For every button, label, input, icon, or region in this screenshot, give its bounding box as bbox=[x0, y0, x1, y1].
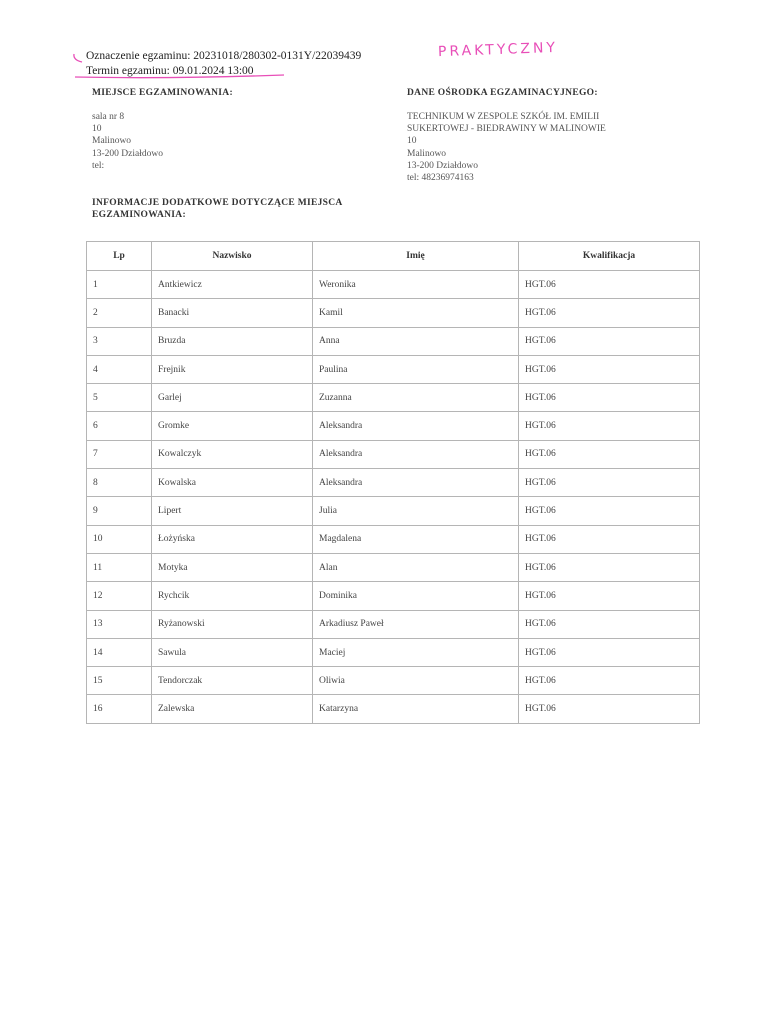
address-line: TECHNIKUM W ZESPOLE SZKÓŁ IM. EMILII bbox=[407, 112, 600, 122]
cell-lp: 6 bbox=[87, 412, 152, 440]
cell-qualification: HGT.06 bbox=[519, 469, 700, 497]
cell-surname: Bruzda bbox=[152, 327, 313, 355]
exam-place-address bbox=[92, 111, 163, 172]
cell-lp: 5 bbox=[87, 384, 152, 412]
cell-first-name: Oliwia bbox=[313, 667, 519, 695]
address-line: 10 bbox=[92, 124, 102, 135]
cell-first-name: Aleksandra bbox=[313, 469, 519, 497]
cell-qualification: HGT.06 bbox=[519, 610, 700, 638]
table-row bbox=[87, 440, 700, 468]
cell-first-name: Dominika bbox=[313, 582, 519, 610]
cell-first-name: Weronika bbox=[313, 271, 519, 299]
cell-first-name: Maciej bbox=[313, 638, 519, 666]
cell-first-name: Julia bbox=[313, 497, 519, 525]
cell-lp: 10 bbox=[87, 525, 152, 553]
table-row bbox=[87, 355, 700, 383]
exam-center-address bbox=[407, 111, 606, 184]
cell-qualification: HGT.06 bbox=[519, 327, 700, 355]
cell-qualification: HGT.06 bbox=[519, 271, 700, 299]
address-line: Malinowo bbox=[407, 148, 447, 159]
address-line: sala nr 8 bbox=[92, 112, 125, 122]
cell-first-name: Kamil bbox=[313, 299, 519, 327]
address-line: 10 bbox=[407, 136, 417, 147]
cell-qualification: HGT.06 bbox=[519, 695, 700, 723]
handwritten-note: PRAKTYCZNY bbox=[437, 39, 559, 61]
exam-center-heading: DANE OŚRODKA EGZAMINACYJNEGO: bbox=[407, 88, 598, 98]
cell-qualification: HGT.06 bbox=[519, 497, 700, 525]
address-line: tel: bbox=[92, 160, 105, 171]
address-line: SUKERTOWEJ - BIEDRAWINY W MALINOWIE bbox=[407, 124, 606, 135]
table-row bbox=[87, 327, 700, 355]
cell-lp: 3 bbox=[87, 327, 152, 355]
cell-surname: Gromke bbox=[152, 412, 313, 440]
cell-surname: Ryżanowski bbox=[152, 610, 313, 638]
cell-lp: 14 bbox=[87, 638, 152, 666]
cell-qualification: HGT.06 bbox=[519, 412, 700, 440]
table-row bbox=[87, 497, 700, 525]
cell-surname: Rychcik bbox=[152, 582, 313, 610]
cell-first-name: Arkadiusz Paweł bbox=[313, 610, 519, 638]
header-first-name: Imię bbox=[313, 242, 519, 271]
cell-first-name: Anna bbox=[313, 327, 519, 355]
cell-qualification: HGT.06 bbox=[519, 440, 700, 468]
cell-first-name: Aleksandra bbox=[313, 440, 519, 468]
cell-surname: Antkiewicz bbox=[152, 271, 313, 299]
cell-surname: Sawula bbox=[152, 638, 313, 666]
table-row bbox=[87, 695, 700, 723]
header-lp: Lp bbox=[87, 242, 152, 271]
table-row bbox=[87, 610, 700, 638]
cell-surname: Frejnik bbox=[152, 355, 313, 383]
cell-first-name: Magdalena bbox=[313, 525, 519, 553]
cell-first-name: Zuzanna bbox=[313, 384, 519, 412]
cell-first-name: Paulina bbox=[313, 355, 519, 383]
table-row bbox=[87, 412, 700, 440]
students-table bbox=[86, 241, 700, 724]
table-row bbox=[87, 469, 700, 497]
cell-lp: 1 bbox=[87, 271, 152, 299]
table-row bbox=[87, 299, 700, 327]
exam-date: Termin egzaminu: 09.01.2024 13:00 bbox=[86, 65, 254, 77]
cell-qualification: HGT.06 bbox=[519, 525, 700, 553]
address-line: tel: 48236974163 bbox=[407, 173, 474, 184]
cell-qualification: HGT.06 bbox=[519, 582, 700, 610]
table-row bbox=[87, 384, 700, 412]
cell-qualification: HGT.06 bbox=[519, 667, 700, 695]
table-header-row bbox=[87, 242, 700, 271]
table-row bbox=[87, 638, 700, 666]
cell-surname: Łożyńska bbox=[152, 525, 313, 553]
cell-lp: 9 bbox=[87, 497, 152, 525]
cell-qualification: HGT.06 bbox=[519, 299, 700, 327]
cell-qualification: HGT.06 bbox=[519, 384, 700, 412]
cell-surname: Kowalczyk bbox=[152, 440, 313, 468]
cell-lp: 4 bbox=[87, 355, 152, 383]
table-row bbox=[87, 667, 700, 695]
additional-info-heading: INFORMACJE DODATKOWE DOTYCZĄCE MIEJSCA EGZAMINOWANIA: bbox=[92, 198, 343, 220]
table-row bbox=[87, 553, 700, 581]
cell-lp: 16 bbox=[87, 695, 152, 723]
cell-lp: 12 bbox=[87, 582, 152, 610]
header-surname: Nazwisko bbox=[152, 242, 313, 271]
table-row bbox=[87, 271, 700, 299]
cell-lp: 11 bbox=[87, 553, 152, 581]
address-line: 13-200 Działdowo bbox=[407, 160, 478, 171]
address-line: Malinowo bbox=[92, 136, 132, 147]
cell-lp: 15 bbox=[87, 667, 152, 695]
header-qualification: Kwalifikacja bbox=[519, 242, 700, 271]
cell-first-name: Aleksandra bbox=[313, 412, 519, 440]
table-row bbox=[87, 582, 700, 610]
cell-qualification: HGT.06 bbox=[519, 553, 700, 581]
cell-lp: 2 bbox=[87, 299, 152, 327]
cell-surname: Lipert bbox=[152, 497, 313, 525]
cell-surname: Kowalska bbox=[152, 469, 313, 497]
cell-qualification: HGT.06 bbox=[519, 638, 700, 666]
table-row bbox=[87, 525, 700, 553]
exam-place-heading: MIEJSCE EGZAMINOWANIA: bbox=[92, 88, 233, 98]
cell-surname: Motyka bbox=[152, 553, 313, 581]
cell-lp: 8 bbox=[87, 469, 152, 497]
cell-surname: Garlej bbox=[152, 384, 313, 412]
cell-surname: Banacki bbox=[152, 299, 313, 327]
cell-qualification: HGT.06 bbox=[519, 355, 700, 383]
cell-lp: 13 bbox=[87, 610, 152, 638]
cell-surname: Tendorczak bbox=[152, 667, 313, 695]
cell-first-name: Katarzyna bbox=[313, 695, 519, 723]
exam-code: Oznaczenie egzaminu: 20231018/280302-0131Y/22039439 bbox=[86, 50, 362, 62]
cell-lp: 7 bbox=[87, 440, 152, 468]
handwritten-underline bbox=[72, 50, 292, 90]
address-line: 13-200 Działdowo bbox=[92, 148, 163, 159]
cell-first-name: Alan bbox=[313, 553, 519, 581]
cell-surname: Zalewska bbox=[152, 695, 313, 723]
